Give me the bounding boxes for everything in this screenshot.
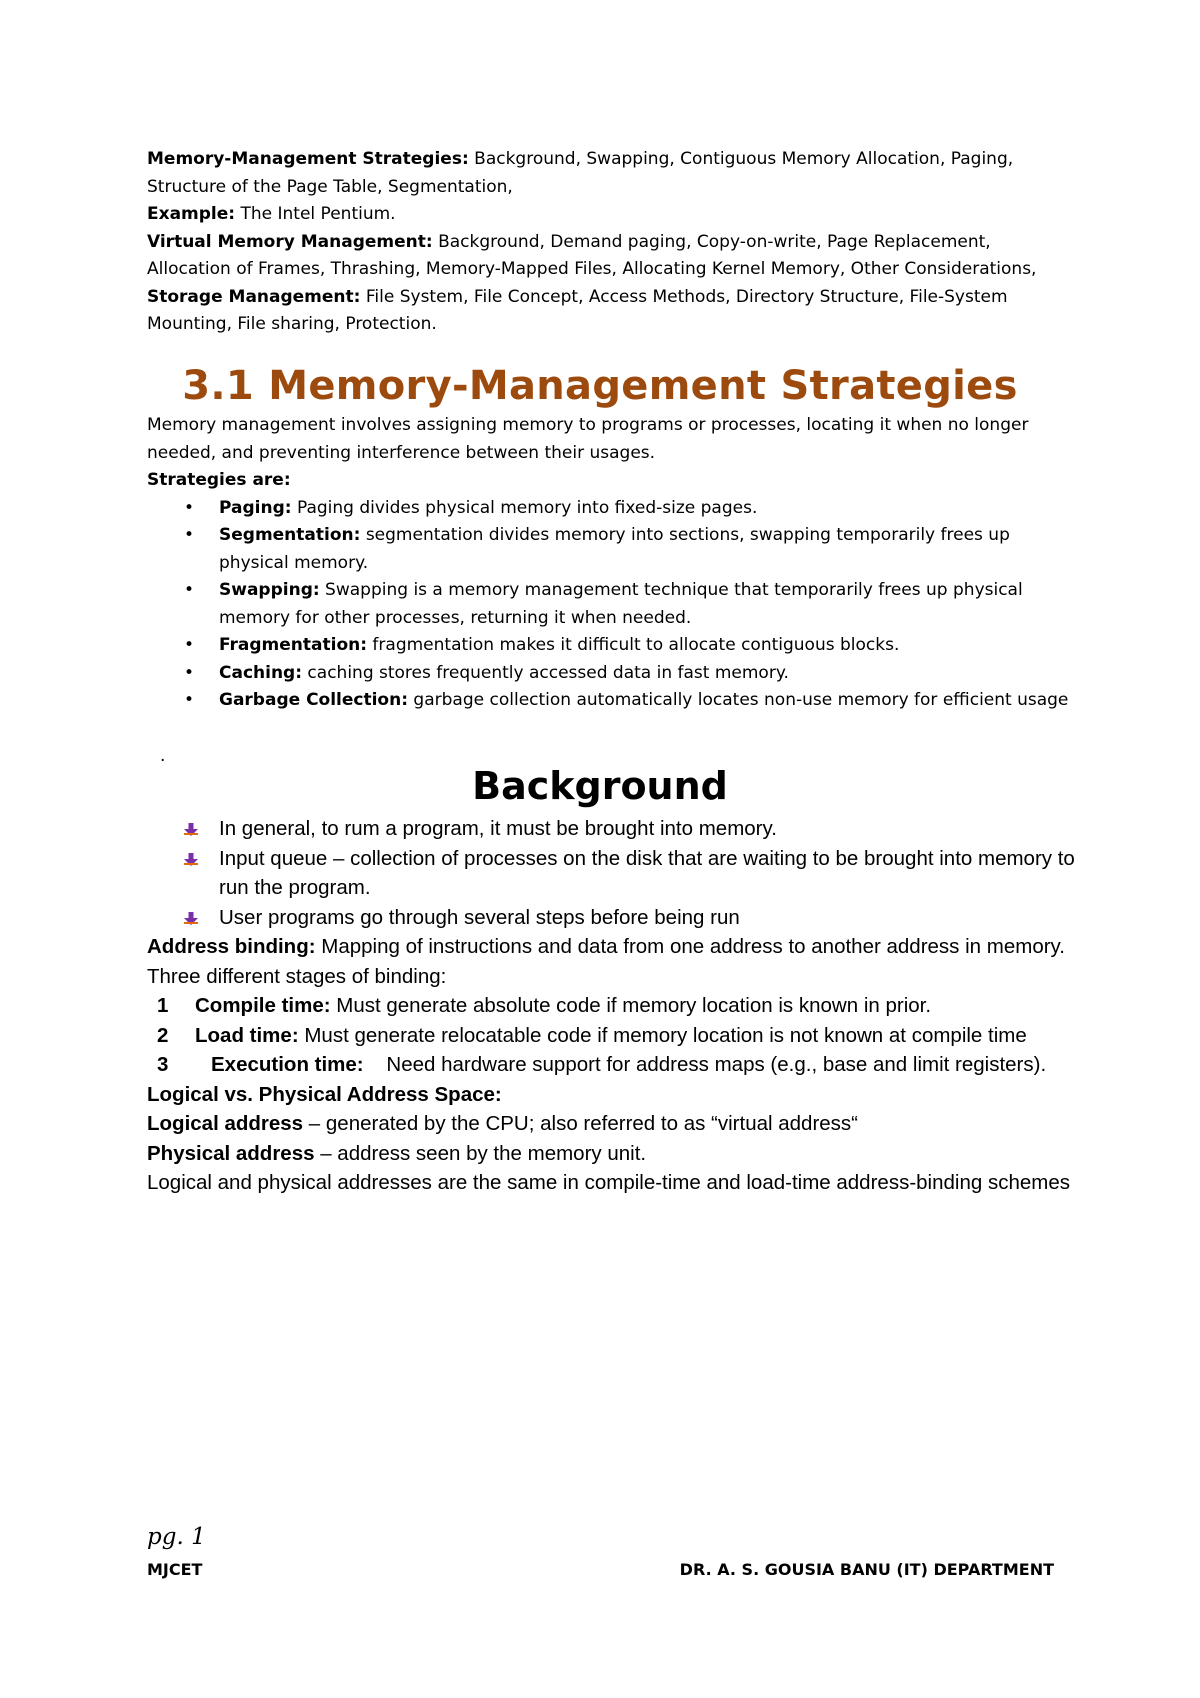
background-list [147,814,1077,932]
section-title: 3.1 Memory-Management Strategies [182,363,1018,409]
syllabus-storage-management: Storage Management: File System, File Concept, Access Methods, Directory Structure, File-System Mounting, File sharing, Protection. [147,286,1008,334]
intro-paragraph: Memory management involves assigning memory to programs or processes, locating it when no longer needed, and preventing interference between their usages. [147,415,1029,463]
syllabus-example: Example: The Intel Pentium. [147,204,396,224]
logical-vs-physical-heading: Logical vs. Physical Address Space: [147,1082,502,1106]
list-item: In general, to rum a program, it must be brought into memory. [147,814,1077,844]
list-item: User programs go through several steps before being run [147,903,1077,933]
syllabus-virtual-memory: Virtual Memory Management: Background, Demand paging, Copy-on-write, Page Replacement, Allocation of Frames, Thrashing, Memory-Mapped Files, Allocating Kernel Memory, Other Considerations, [147,231,1037,279]
bullet-icon: • [184,690,195,710]
bullet-icon: • [184,635,195,655]
list-item: • Paging: Paging divides physical memory into fixed-size pages. [147,495,1077,523]
stages-intro: Three different stages of binding: [147,964,447,988]
list-item: Input queue – collection of processes on the disk that are waiting to be brought into memory to run the program. [147,844,1077,903]
address-binding: Address binding: Mapping of instructions and data from one address to another address in memory. [147,935,1065,958]
stage-compile: 1 Compile time: Must generate absolute code if memory location is known in prior. [157,994,932,1017]
page-number: pg. 1 [147,1524,206,1550]
list-item: • Swapping: Swapping is a memory management technique that temporarily frees up physical memory for other processes, returning it when needed. [147,577,1077,632]
strategies-label: Strategies are: [147,470,291,490]
physical-address: Physical address – address seen by the memory unit. [147,1141,647,1165]
closing-paragraph: Logical and physical addresses are the same in compile-time and load-time address-binding schemes [147,1171,1070,1194]
bullet-icon: • [184,497,195,518]
footer-institution: MJCET [147,1560,203,1579]
list-item: • Fragmentation: fragmentation makes it difficult to allocate contiguous blocks. [147,632,1077,660]
stage-execution: 3 Execution time: Need hardware support for address maps (e.g., base and limit registers). [157,1053,1047,1076]
background-block [147,814,1077,1198]
syllabus-memory-management: Memory-Management Strategies: Background, Swapping, Contiguous Memory Allocation, Paging, Structure of the Page Table, Segmentation, [147,149,1014,197]
list-item: • Segmentation: segmentation divides memory into sections, swapping temporarily frees up physical memory. [147,522,1077,577]
list-item: • Caching: caching stores frequently accessed data in fast memory. [147,660,1077,688]
syllabus-block [147,146,1077,339]
strategies-list [147,495,1077,715]
logical-address: Logical address – generated by the CPU; also referred to as “virtual address“ [147,1112,859,1135]
intro-block [147,412,1077,715]
stray-dot: . [160,746,166,766]
footer-author: DR. A. S. GOUSIA BANU (IT) DEPARTMENT [679,1560,1054,1579]
bullet-icon: • [184,580,195,600]
arrow-bullet-icon [183,911,199,925]
bullet-icon: • [184,662,195,683]
arrow-bullet-icon [183,822,199,836]
background-title: Background [472,764,728,808]
bullet-icon: • [184,525,195,545]
arrow-bullet-icon [183,852,199,866]
list-item: • Garbage Collection: garbage collection automatically locates non-use memory for efficient usage [147,687,1077,715]
stage-load: 2 Load time: Must generate relocatable code if memory location is not known at compile time [157,1023,1027,1047]
